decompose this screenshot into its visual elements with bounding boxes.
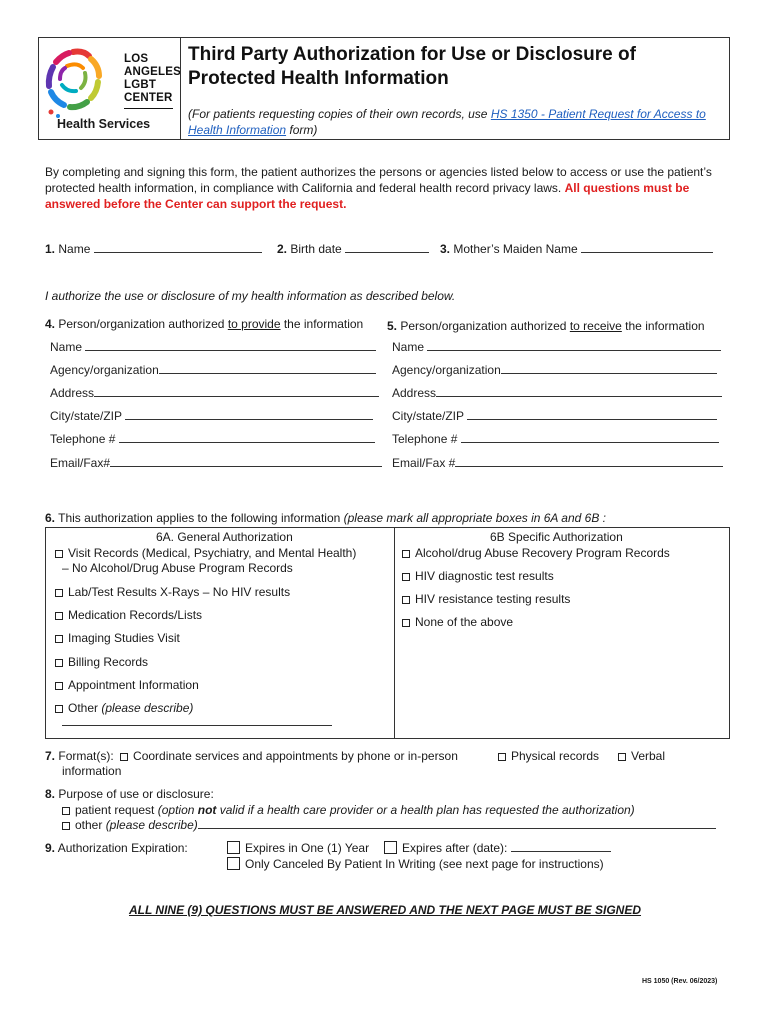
q4-heading: 4. Person/organization authorized to provide the information: [45, 317, 364, 331]
q7-physical-records[interactable]: Physical records: [498, 749, 599, 764]
q5-name-input[interactable]: [427, 350, 721, 351]
q4-field-address: Address: [50, 386, 379, 400]
q5-field-email: Email/Fax #: [392, 456, 723, 470]
q4-name-input[interactable]: [85, 350, 376, 351]
checkbox[interactable]: [55, 705, 63, 713]
q5-telephone-input[interactable]: [461, 442, 719, 443]
checkbox[interactable]: [55, 682, 63, 690]
header-divider: [180, 38, 181, 139]
checkbox[interactable]: [55, 612, 63, 620]
q9-label: 9. Authorization Expiration:: [45, 841, 188, 855]
checkbox[interactable]: [618, 753, 626, 761]
checkbox[interactable]: [227, 841, 240, 854]
authorization-table: [45, 527, 730, 739]
checkbox[interactable]: [55, 589, 63, 597]
checkbox[interactable]: [62, 807, 70, 815]
q5-agency-input[interactable]: [501, 373, 717, 374]
q6-heading: 6. This authorization applies to the following information (please mark all appropriate boxes in 6A and 6B :: [45, 511, 607, 525]
checkbox[interactable]: [402, 550, 410, 558]
col-a-item-other[interactable]: Other (please describe): [55, 701, 193, 716]
q2-birth-date-field[interactable]: [345, 252, 429, 253]
q5-field-name: Name: [392, 340, 721, 354]
q4-field-agency: Agency/organization: [50, 363, 376, 377]
q5-field-agency: Agency/organization: [392, 363, 717, 377]
q1-name-field[interactable]: [94, 252, 262, 253]
q9-opt-one-year[interactable]: Expires in One (1) Year: [227, 841, 369, 856]
col-a-item-visit-records[interactable]: Visit Records (Medical, Psychiatry, and Mental Health): [55, 546, 356, 561]
checkbox[interactable]: [55, 635, 63, 643]
q8-other-field[interactable]: [198, 828, 716, 829]
department-label: Health Services: [57, 117, 151, 131]
footer-notice: ALL NINE (9) QUESTIONS MUST BE ANSWERED AND THE NEXT PAGE MUST BE SIGNED: [128, 903, 642, 917]
col-b-item-none[interactable]: None of the above: [402, 615, 513, 630]
q7-opt1-checkbox[interactable]: [120, 753, 128, 761]
q5-field-telephone: Telephone #: [392, 432, 719, 446]
q4-address-input[interactable]: [94, 396, 379, 397]
col-a-item-lab-results[interactable]: Lab/Test Results X-Rays – No HIV results: [55, 585, 290, 600]
q5-heading: 5. Person/organization authorized to receive the information: [387, 319, 705, 333]
q1-name: 1. Name: [45, 242, 262, 256]
q3-maiden-name: 3. Mother’s Maiden Name: [440, 242, 713, 256]
q4-field-name: Name: [50, 340, 376, 354]
q5-city-input[interactable]: [467, 419, 717, 420]
checkbox[interactable]: [384, 841, 397, 854]
q2-birth-date: 2. Birth date: [277, 242, 429, 256]
form-subtitle: (For patients requesting copies of their own records, use HS 1350 - Patient Request for Access to Health Information form): [188, 107, 706, 137]
col-a-title: 6A. General Authorization: [156, 530, 293, 544]
col-b-item-alcohol[interactable]: Alcohol/drug Abuse Recovery Program Records: [402, 546, 670, 561]
q4-field-city: City/state/ZIP: [50, 409, 373, 423]
logo-underline: [124, 108, 173, 109]
q7-cont: information: [62, 764, 122, 778]
hs1350-link[interactable]: HS 1350 - Patient Request for Access to Health Information: [188, 107, 706, 137]
q8-opt-patient-request[interactable]: patient request (option not valid if a health care provider or a health plan has requested the authorization): [62, 803, 635, 818]
q4-email-input[interactable]: [110, 466, 382, 467]
q7-format: 7. Format(s): Coordinate services and appointments by phone or in-person: [45, 749, 458, 763]
checkbox[interactable]: [62, 822, 70, 830]
col-b-title: 6B Specific Authorization: [490, 530, 623, 544]
checkbox[interactable]: [227, 857, 240, 870]
q4-field-telephone: Telephone #: [50, 432, 375, 446]
checkbox[interactable]: [55, 659, 63, 667]
q9-date-field[interactable]: [511, 851, 611, 852]
q5-email-input[interactable]: [455, 466, 723, 467]
form-title: Third Party Authorization for Use or Disclosure of Protected Health Information: [188, 44, 636, 89]
col-b-item-hiv-diagnostic[interactable]: HIV diagnostic test results: [402, 569, 554, 584]
col-a-other-field[interactable]: [62, 715, 332, 730]
intro-warning: All questions must be answered before the Center can support the request.: [45, 181, 690, 211]
q4-field-email: Email/Fax#: [50, 456, 382, 470]
checkbox[interactable]: [498, 753, 506, 761]
q9-opt-expires-after[interactable]: Expires after (date):: [384, 841, 611, 856]
q8-purpose: 8. Purpose of use or disclosure:: [45, 787, 214, 801]
q8-opt-other[interactable]: other (please describe): [62, 818, 716, 833]
q5-field-city: City/state/ZIP: [392, 409, 717, 423]
col-b-item-hiv-resistance[interactable]: HIV resistance testing results: [402, 592, 570, 607]
checkbox[interactable]: [402, 619, 410, 627]
checkbox[interactable]: [402, 596, 410, 604]
q5-address-input[interactable]: [436, 396, 722, 397]
form-revision: HS 1050 (Rev. 06/2023): [642, 978, 718, 985]
form-header: [38, 37, 730, 140]
col-a-item-medication[interactable]: Medication Records/Lists: [55, 608, 202, 623]
intro-paragraph: By completing and signing this form, the patient authorizes the persons or agencies listed below to access or use the patient’s protected health information, in compliance with California and federal health record privacy laws. All questions must be answered before the Center can support the request.: [45, 165, 712, 211]
q9-opt-canceled[interactable]: Only Canceled By Patient In Writing (see next page for instructions): [227, 857, 604, 872]
checkbox[interactable]: [402, 573, 410, 581]
col-a-item-visit-records-cont: – No Alcohol/Drug Abuse Program Records: [62, 561, 293, 575]
logo-wordmark: LOS ANGELES LGBT CENTER: [124, 53, 181, 104]
q4-telephone-input[interactable]: [119, 442, 375, 443]
q3-maiden-name-field[interactable]: [581, 252, 713, 253]
q4-city-input[interactable]: [125, 419, 373, 420]
checkbox[interactable]: [55, 550, 63, 558]
col-a-item-appointment[interactable]: Appointment Information: [55, 678, 199, 693]
q7-verbal[interactable]: Verbal: [618, 749, 665, 764]
col-a-item-imaging[interactable]: Imaging Studies Visit: [55, 631, 180, 646]
table-divider: [394, 528, 395, 738]
col-a-item-billing[interactable]: Billing Records: [55, 655, 148, 670]
authorize-statement: I authorize the use or disclosure of my health information as described below.: [45, 289, 456, 303]
lgbt-center-logo: [43, 46, 107, 120]
q4-agency-input[interactable]: [159, 373, 376, 374]
q5-field-address: Address: [392, 386, 722, 400]
